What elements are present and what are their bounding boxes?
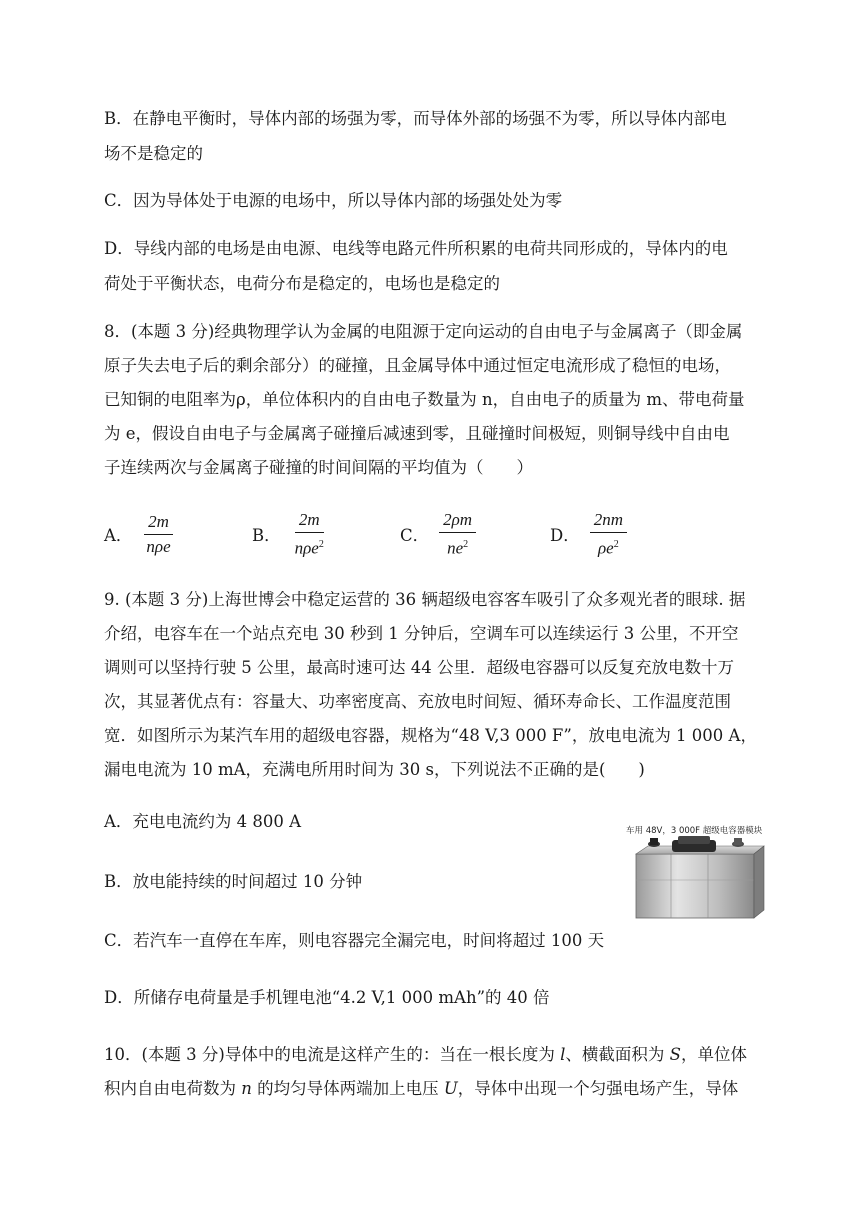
numerator: 2nm — [590, 510, 627, 533]
option-label: B． — [252, 526, 281, 545]
variable-u: U — [443, 1079, 458, 1098]
fraction — [590, 510, 627, 559]
q8-option-c — [400, 508, 476, 560]
denominator-text: nρe — [146, 536, 171, 556]
denominator — [142, 535, 174, 557]
q9-line-3: 调则可以坚持行驶 5 公里，最高时速可达 44 公里．超级电容器可以反复充放电数十万 — [104, 658, 734, 677]
q9-line-6: 漏电电流为 10 mA，充满电所用时间为 30 s，下列说法不正确的是( ) — [104, 760, 645, 779]
q8-option-d — [550, 508, 627, 560]
q9-line-5: 宽．如图所示为某汽车用的超级电容器，规格为“48 V,3 000 F”，放电电流为 1 000 A， — [104, 726, 757, 745]
option-d-line-2: 荷处于平衡状态，电荷分布是稳定的，电场也是稳定的 — [104, 274, 500, 293]
option-c-line: C．因为导体处于电源的电场中，所以导体内部的场强处处为零 — [104, 191, 563, 210]
option-b-line-1: B．在静电平衡时，导体内部的场强为零，而导体外部的场强不为零，所以导体内部电 — [104, 109, 727, 128]
q9-option-d: D．所储存电荷量是手机锂电池“4.2 V,1 000 mAh”的 40 倍 — [104, 988, 550, 1007]
q9-option-b: B．放电能持续的时间超过 10 分钟 — [104, 872, 363, 891]
denominator-text: nρe — [294, 538, 319, 558]
variable-s: S — [669, 1045, 681, 1064]
q8-line-1: 8．(本题 3 分)经典物理学认为金属的电阻源于定向运动的自由电子与金属离子（即金属 — [104, 322, 743, 341]
denominator — [291, 533, 328, 559]
q8-line-2: 原子失去电子后的剩余部分）的碰撞，且金属导体中通过恒定电流形成了稳恒的电场， — [104, 356, 731, 375]
denominator-text: ρe — [598, 538, 614, 558]
q10-text: 的均匀导体两端加上电压 — [251, 1079, 444, 1098]
q9-line-4: 次，其显著优点有：容量大、功率密度高、充放电时间短、循环寿命长、工作温度范围 — [104, 692, 731, 711]
option-label: A． — [104, 526, 133, 545]
fraction — [142, 512, 174, 557]
q10-text: ，单位体 — [680, 1045, 747, 1064]
figure-caption: 车用 48V，3 000F 超级电容器模块 — [626, 826, 763, 836]
q8-line-5: 子连续两次与金属离子碰撞的时间间隔的平均值为（ ） — [104, 458, 533, 477]
q8-options — [104, 508, 724, 560]
q8-option-b — [252, 508, 328, 560]
q9-line-1: 9. (本题 3 分)上海世博会中稳定运营的 36 辆超级电容客车吸引了众多观光者的眼球. 据 — [104, 590, 746, 609]
q8-line-3: 已知铜的电阻率为ρ，单位体积内的自由电子数量为 n，自由电子的质量为 m、带电荷量 — [104, 390, 745, 409]
q10-text: 积内自由电荷数为 — [104, 1079, 242, 1098]
supercapacitor-figure — [626, 824, 768, 922]
numerator: 2m — [295, 510, 324, 533]
q9-option-c: C．若汽车一直停在车库，则电容器完全漏完电，时间将超过 100 天 — [104, 931, 605, 950]
option-label: C． — [400, 526, 430, 545]
denominator-text: ne — [447, 538, 464, 558]
exponent: 2 — [463, 538, 469, 550]
exponent: 2 — [318, 538, 324, 550]
q8-line-4: 为 e，假设自由电子与金属离子碰撞后减速到零，且碰撞时间极短，则铜导线中自由电 — [104, 424, 730, 443]
numerator: 2m — [144, 512, 173, 535]
fraction — [439, 510, 476, 559]
exponent: 2 — [613, 538, 619, 550]
variable-n: n — [241, 1079, 252, 1098]
supercapacitor-image — [626, 824, 768, 922]
q10-line-1 — [104, 1043, 747, 1067]
q10-text: ，导体中出现一个匀强电场产生，导体 — [457, 1079, 739, 1098]
q9-option-a: A．充电电流约为 4 800 A — [104, 812, 302, 831]
q8-option-a — [104, 508, 175, 560]
q9-line-2: 介绍，电容车在一个站点充电 30 秒到 1 分钟后，空调车可以连续运行 3 公里，不开空 — [104, 624, 739, 643]
numerator: 2ρm — [439, 510, 476, 533]
denominator — [443, 533, 472, 559]
q10-text: 10．(本题 3 分)导体中的电流是这样产生的：当在一根长度为 — [104, 1045, 561, 1064]
q10-text: 、横截面积为 — [565, 1045, 670, 1064]
q10-line-2 — [104, 1077, 738, 1101]
denominator — [594, 533, 623, 559]
option-b-line-2: 场不是稳定的 — [104, 144, 203, 163]
option-label: D． — [550, 526, 580, 545]
option-d-line-1: D．导线内部的电场是由电源、电线等电路元件所积累的电荷共同形成的，导体内的电 — [104, 239, 728, 258]
variable-l: l — [560, 1045, 566, 1064]
fraction — [291, 510, 328, 559]
